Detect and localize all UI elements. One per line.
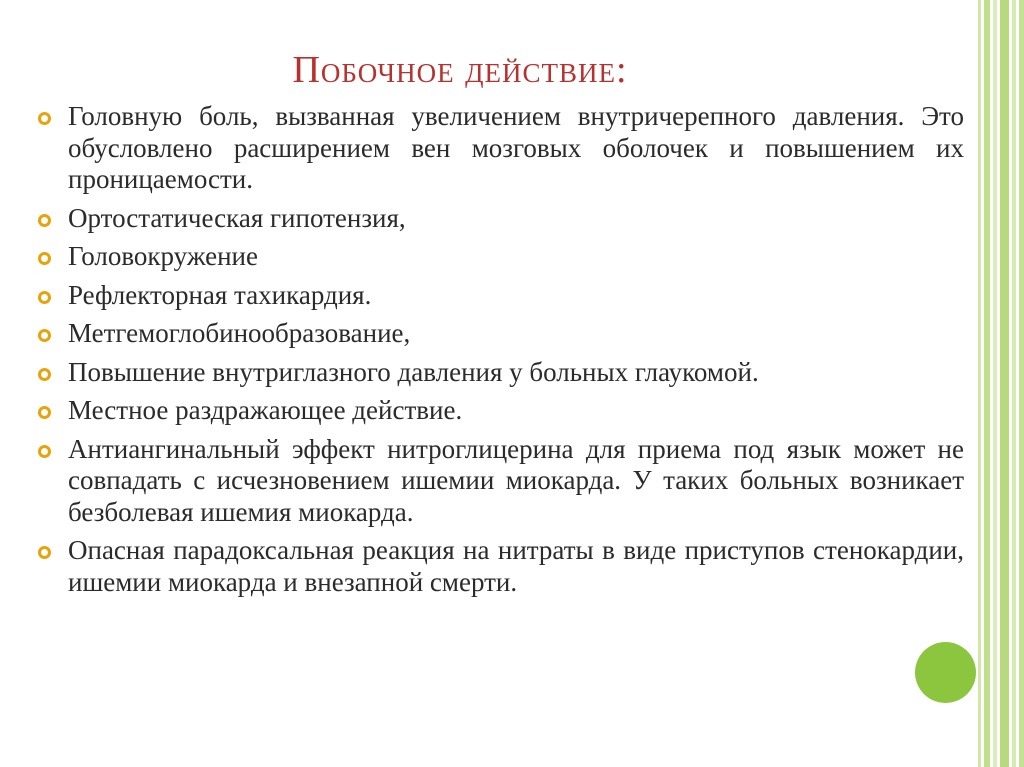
bullet-list (36, 101, 964, 605)
ring-bullet-icon (38, 252, 51, 265)
list-item (36, 203, 964, 235)
ring-bullet-icon (38, 445, 51, 458)
list-item (36, 318, 964, 350)
ring-bullet-icon (38, 291, 51, 304)
list-item (36, 357, 964, 389)
ring-bullet-icon (38, 368, 51, 381)
bullet-text: Антиангинальный эффект нитроглицерина для приема под язык может не совпадать с исчезновением ишемии миокарда. У таких больных возникает безболевая ишемия миокарда. (68, 433, 964, 527)
bullet-text: Ортостатическая гипотензия, (68, 202, 406, 233)
list-item (36, 101, 964, 196)
bullet-text: Головную боль, вызванная увеличением внутричерепного давления. Это обусловлено расширением вен мозговых оболочек и повышением их проницаемости. (68, 101, 964, 194)
list-item (36, 535, 964, 598)
decorative-stripe (1012, 0, 1016, 767)
ring-bullet-icon (38, 214, 51, 227)
decorative-stripe (978, 0, 981, 767)
green-circle-decoration (915, 642, 976, 703)
decorative-stripe (984, 0, 990, 767)
bullet-text: Повышение внутриглазного давления у больных глаукомой. (68, 356, 759, 387)
decorative-stripe (1000, 0, 1009, 767)
ring-bullet-icon (38, 329, 51, 342)
list-item (36, 434, 964, 529)
slide-title: Побочное действие: (292, 49, 628, 91)
bullet-text: Головокружение (68, 241, 258, 271)
bullet-text: Опасная парадоксальная реакция на нитраты в виде приступов стенокардии, ишемии миокарда и внезапной смерти. (68, 535, 964, 597)
ring-bullet-icon (38, 546, 51, 559)
ring-bullet-icon (38, 406, 51, 419)
list-item (36, 280, 964, 312)
decorative-stripe (1019, 0, 1024, 767)
bullet-text: Метгемоглобинообразование, (68, 318, 411, 348)
bullet-text: Рефлекторная тахикардия. (68, 279, 372, 310)
ring-bullet-icon (38, 112, 51, 125)
list-item (36, 241, 964, 273)
bullet-text: Местное раздражающее действие. (68, 395, 463, 425)
list-item (36, 395, 964, 427)
decorative-stripe (993, 0, 997, 767)
